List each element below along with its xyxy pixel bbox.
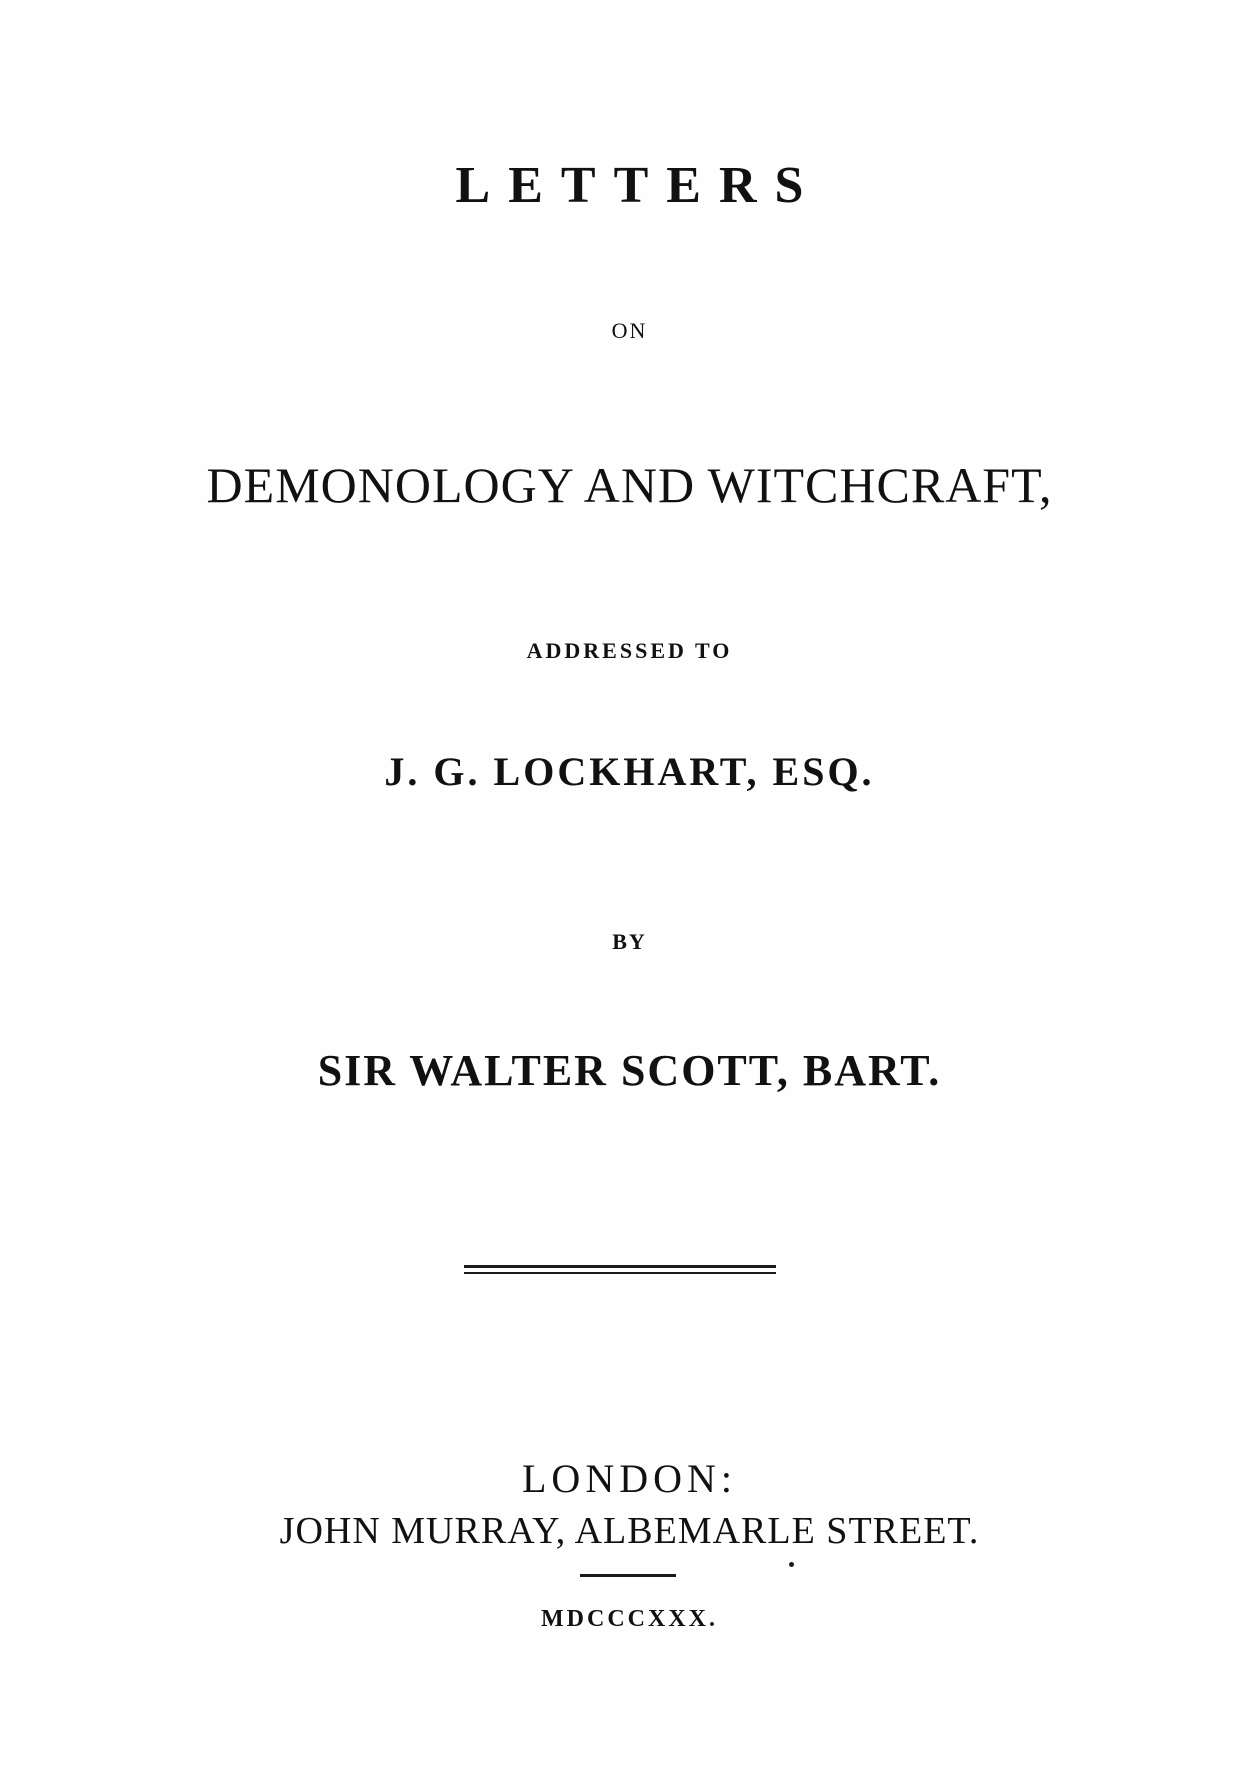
- rule-line-top: [464, 1265, 776, 1268]
- imprint-city: LONDON:: [522, 1456, 737, 1501]
- book-title: LETTERS: [455, 157, 822, 214]
- imprint-publisher: JOHN MURRAY, ALBEMARLE STREET.: [279, 1510, 980, 1552]
- book-subject: DEMONOLOGY AND WITCHCRAFT,: [206, 457, 1053, 513]
- imprint-year: MDCCCXXX.: [541, 1606, 718, 1632]
- rule-line-bottom: [464, 1272, 776, 1274]
- author-label: BY: [612, 929, 647, 954]
- double-rule-divider: [464, 1265, 776, 1275]
- author-name: SIR WALTER SCOTT, BART.: [317, 1046, 942, 1095]
- dedication-recipient: J. G. LOCKHART, ESQ.: [384, 749, 875, 794]
- dedication-label: ADDRESSED TO: [526, 638, 733, 663]
- ink-speck: [789, 1562, 794, 1567]
- title-preposition: ON: [611, 318, 648, 343]
- short-rule-divider: [580, 1574, 676, 1577]
